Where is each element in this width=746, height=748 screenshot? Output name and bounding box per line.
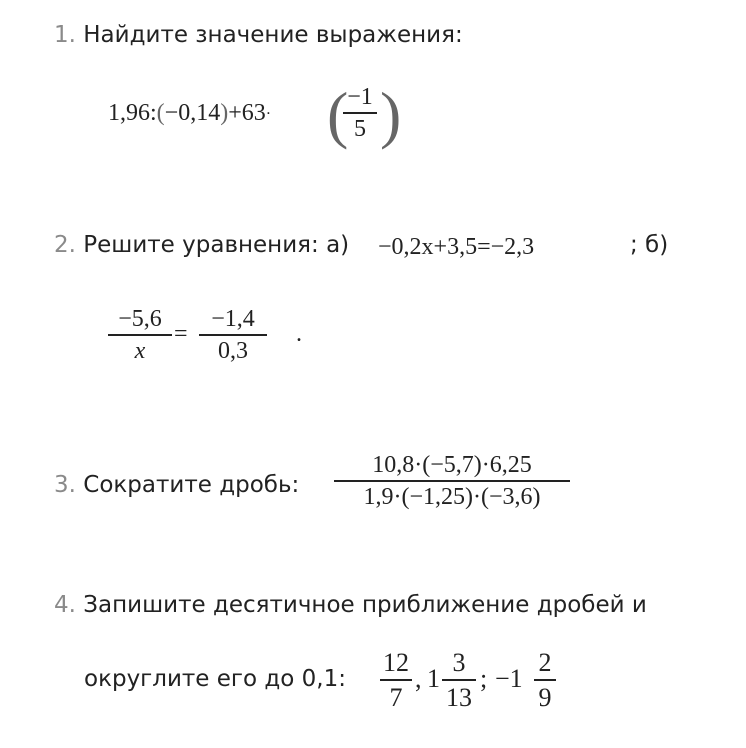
task-2-separator: ; б) (630, 232, 669, 258)
task-4-heading (54, 592, 647, 618)
task-4-f3-whole: −1 (495, 664, 523, 693)
task-3-denominator: 1,9·(−1,25)·(−3,6) (363, 484, 541, 510)
task-4-f3-num: 2 (538, 648, 552, 677)
task-4-f2-whole: 1 (427, 664, 440, 693)
task-4-f2-bar (442, 679, 476, 681)
task-2-b-right-den: 0,3 (218, 338, 248, 364)
task-1-dot: · (265, 105, 272, 123)
task-3-numerator: 10,8·(−5,7)·6,25 (372, 452, 532, 478)
task-4-number: 4. (54, 592, 76, 618)
task-1-big-paren-open: ( (327, 79, 349, 150)
task-4-f1-bar (380, 679, 412, 681)
task-2-b-left-den: x (134, 338, 146, 364)
task-3-number: 3. (54, 472, 76, 498)
task-4-f1-den: 7 (389, 683, 403, 712)
task-4-semicolon: ; (480, 664, 488, 693)
task-1-expression (108, 100, 271, 127)
task-1-frac-bar (343, 112, 377, 114)
task-4-f3-bar (534, 679, 556, 681)
task-2-equation-a: −0,2x+3,5=−2,3 (378, 234, 535, 260)
task-4-f2-den: 13 (446, 683, 472, 712)
task-2-b-right-bar (199, 334, 267, 336)
task-1-big-paren-close: ) (380, 79, 402, 150)
task-1-paren-close: ) (220, 100, 229, 126)
task-3-fraction (334, 452, 570, 511)
task-4-f3-den: 9 (538, 683, 552, 712)
task-4-fraction-1 (380, 648, 412, 713)
task-2-b-right-fraction (199, 306, 267, 365)
task-4-fraction-2 (442, 648, 476, 713)
task-2-heading (54, 232, 349, 258)
task-1-plus-part: +63 (228, 100, 266, 126)
task-1-paren-open: ( (156, 100, 165, 126)
task-4-text-line2: округлите его до 0,1: (84, 666, 346, 692)
task-2-b-equals: = (174, 321, 188, 347)
task-1-fraction (343, 84, 377, 143)
task-1-frac-num: −1 (347, 84, 373, 110)
task-1-lead: 1,96: (108, 100, 157, 126)
task-1-number: 1. (54, 22, 76, 48)
task-1-text: Найдите значение выражения: (83, 22, 463, 48)
task-3-text: Сократите дробь: (83, 472, 300, 498)
task-3-heading (54, 472, 299, 498)
task-2-b-left-num: −5,6 (118, 306, 162, 332)
task-2-b-left-fraction (108, 306, 172, 365)
task-4-f2-num: 3 (452, 648, 466, 677)
task-2-number: 2. (54, 232, 76, 258)
task-2-b-right-num: −1,4 (211, 306, 255, 332)
task-2-end-dot: . (296, 321, 302, 347)
task-1-frac-den: 5 (354, 116, 366, 142)
task-3-bar (334, 480, 570, 482)
task-4-comma: , (415, 664, 422, 693)
task-2-text: Решите уравнения: а) (83, 232, 350, 258)
task-1-inner: −0,14 (164, 100, 221, 126)
task-1-heading (54, 22, 463, 48)
task-4-f1-num: 12 (383, 648, 409, 677)
task-2-b-left-bar (108, 334, 172, 336)
task-4-text-line1: Запишите десятичное приближение дробей и (83, 592, 647, 618)
task-4-fraction-3 (534, 648, 556, 713)
